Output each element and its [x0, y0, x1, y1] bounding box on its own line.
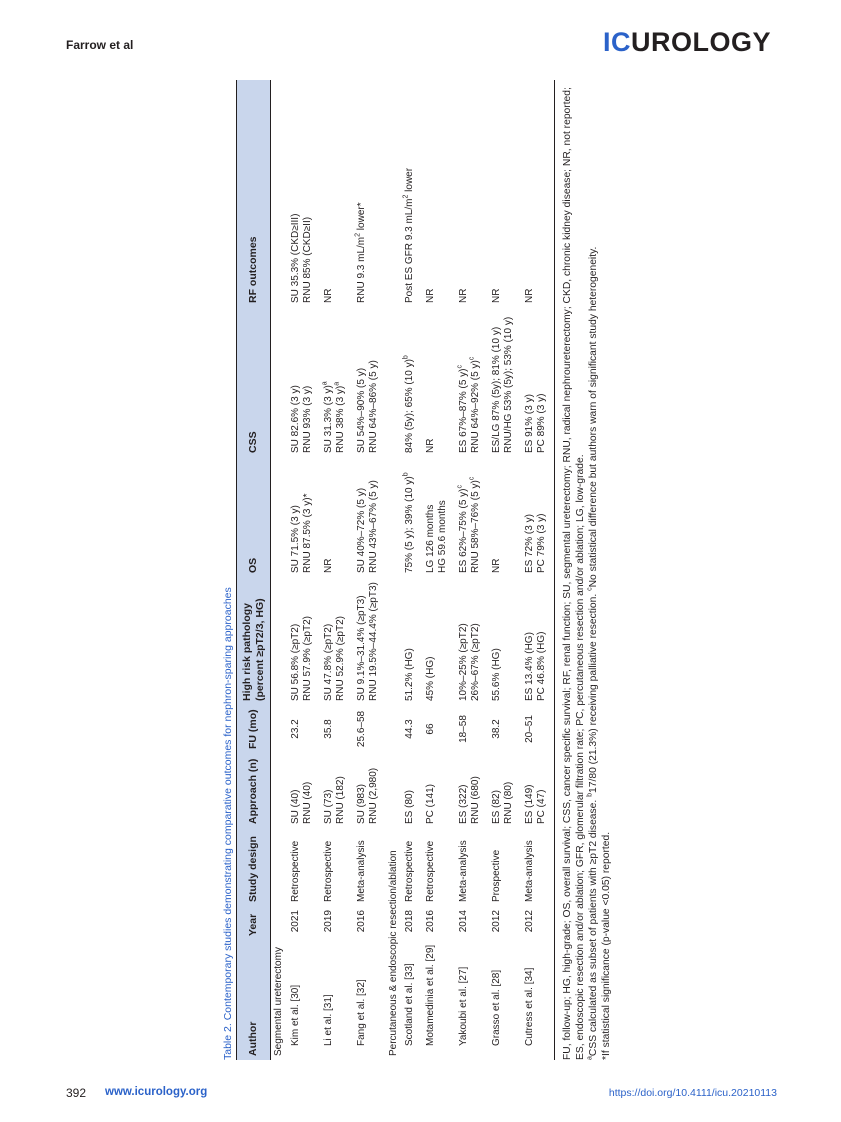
- cell-design: Prospective: [490, 849, 502, 902]
- cell-author: Cutress et al. [34]: [521, 940, 555, 1060]
- footnote-significance: *If statistical significance (p-value <0.05) reported.: [601, 831, 613, 1060]
- cell-approach-line: ES (149): [523, 784, 535, 824]
- cell-css-line: PC 89% (3 y): [536, 393, 548, 453]
- cell-css-line: RNU 93% (3 y): [302, 385, 314, 453]
- cell-os-line: SU 40%–72% (5 y): [355, 487, 367, 573]
- cell-high-risk-line: 26%–67% (≥pT2): [470, 623, 482, 701]
- cell-css-line: SU 82.6% (3 y): [289, 385, 301, 453]
- col-high-risk: [237, 577, 271, 705]
- footnote-c: No statistical difference but authors warn of significant study heterogeneity.: [588, 246, 600, 588]
- table-row: [488, 80, 521, 1060]
- cell-approach-line: RNU (182): [335, 776, 347, 824]
- cell-os-line: HG 59.6 months: [437, 500, 449, 573]
- cell-rf-line: RNU 85% (CKD≥II): [302, 216, 314, 303]
- cell-rf: [287, 80, 320, 307]
- cell-approach-line: RNU (40): [302, 781, 314, 824]
- cell-css-line: 84% (5y); 65% (10 y)$^b$: [402, 355, 416, 453]
- cell-design: Meta-analysis: [521, 828, 555, 906]
- cell-design: Meta-analysis: [457, 840, 469, 902]
- table-row: [455, 80, 488, 1060]
- cell-rf: [320, 80, 353, 307]
- header-row: [237, 80, 271, 1060]
- footnote-a: CSS calculated as subset of patients with ≥pT2 disease.: [588, 796, 600, 1057]
- cell-rf: [521, 80, 555, 307]
- cell-author: Motamedinia et al. [29]: [424, 944, 436, 1046]
- cell-high-risk-line: SU 9.1%–31.4% (≥pT3): [355, 595, 367, 701]
- cell-css: [320, 307, 353, 457]
- cell-css-line: SU 54%–90% (5 y): [355, 367, 367, 453]
- section-row: [271, 80, 287, 1060]
- cell-fu: 20–51: [521, 705, 555, 753]
- cell-fu: 66: [424, 723, 436, 735]
- cell-os-line: NR: [490, 558, 502, 573]
- cell-os-line: SU 71.5% (3 y): [289, 505, 301, 573]
- col-css: CSS: [237, 307, 271, 457]
- cell-author: Yakoubi et al. [27]: [457, 966, 469, 1046]
- cell-year: 2018: [404, 910, 416, 933]
- cell-design: Retrospective: [404, 840, 416, 902]
- cell-approach-line: ES (322): [457, 784, 469, 824]
- cell-os-line: RNU 58%–76% (5 y)$^c$: [468, 476, 482, 573]
- cell-author: Li et al. [31]: [322, 994, 334, 1046]
- cell-rf-line: NR: [523, 288, 535, 303]
- cell-high-risk: [353, 577, 386, 705]
- cell-approach: [353, 753, 386, 828]
- col-fu: FU (mo): [237, 705, 271, 753]
- cell-high-risk-line: RNU 57.9% (≥pT2): [302, 616, 314, 701]
- cell-design: Retrospective: [322, 840, 334, 902]
- cell-rf-line: NR: [322, 288, 334, 303]
- cell-os-line: PC 79% (3 y): [536, 513, 548, 573]
- cell-os-line: ES 62%–75% (5 y)$^c$: [456, 485, 469, 573]
- cell-rf: [353, 80, 386, 307]
- running-head: Farrow et al: [66, 38, 134, 52]
- cell-approach-line: RNU (2,980): [368, 767, 380, 824]
- cell-os-line: ES 72% (3 y): [523, 514, 535, 573]
- cell-rf: [488, 80, 521, 307]
- outcomes-table: [236, 80, 555, 1060]
- table-row: [287, 80, 320, 1060]
- col-approach: Approach (n): [237, 753, 271, 828]
- cell-css: [287, 307, 320, 457]
- cell-high-risk: [401, 577, 422, 705]
- cell-rf-line: RNU 9.3 $mL/m^2$ lower*: [354, 202, 367, 303]
- cell-year: 2012: [490, 910, 502, 933]
- cell-css-line: ES 67%–87% (5 y)$^c$: [456, 365, 469, 453]
- cell-css: [488, 307, 521, 457]
- col-author: Author: [237, 940, 271, 1060]
- cell-approach: [422, 753, 455, 828]
- footnote-b: 17/80 (21.3%) receiving palliative resection.: [588, 590, 600, 793]
- doi-link[interactable]: https://doi.org/10.4111/icu.20210113: [608, 1087, 777, 1099]
- table-row: [320, 80, 353, 1060]
- cell-css-line: SU 31.3% (3 y)$^a$: [321, 381, 334, 453]
- cell-os: [401, 457, 422, 577]
- cell-high-risk-line: 10%–25% (≥pT2): [457, 623, 469, 701]
- table-caption: Table 2. Contemporary studies demonstrating comparative outcomes for nephron-sparing approaches: [222, 587, 234, 1060]
- footnote-abbreviations: FU, follow-up; HG, high-grade; OS, overall survival; CSS, cancer specific survival; RF, renal function; SU, segmental ureterectomy; RNU, radical nephroureterectomy; CKD, chronic kidney disease; NR, not reported; ES, endoscopic resection and/or ablation; GFR, glomerular filtration rate; PC, percutaneous resection and/or ablation; LG, low-grade.: [561, 87, 586, 1060]
- cell-high-risk-line: 45% (HG): [424, 656, 436, 701]
- cell-approach-line: SU (983): [355, 783, 367, 824]
- cell-css: [401, 307, 422, 457]
- cell-author: Fang et al. [32]: [355, 979, 367, 1046]
- cell-year: 2012: [521, 906, 555, 940]
- cell-os-line: RNU 43%–67% (5 y): [368, 480, 380, 573]
- cell-approach-line: PC (47): [536, 789, 548, 824]
- cell-high-risk: [422, 577, 455, 705]
- cell-rf-line: NR: [424, 288, 436, 303]
- cell-approach: [521, 753, 555, 828]
- cell-css-line: RNU 64%–86% (5 y): [368, 360, 380, 453]
- cell-css: [455, 307, 488, 457]
- cell-os-line: LG 126 months: [424, 504, 436, 573]
- col-rf: RF outcomes: [237, 80, 271, 307]
- cell-approach: [488, 753, 521, 828]
- cell-high-risk-line: 55.6% (HG): [490, 648, 502, 701]
- logo-urology: UROLOGY: [630, 27, 771, 57]
- cell-css: [353, 307, 386, 457]
- page-number: 392: [66, 1086, 87, 1100]
- cell-high-risk: [521, 577, 555, 705]
- cell-approach: [287, 753, 320, 828]
- cell-high-risk-line: RNU 19.5%–44.4% (≥pT3): [368, 582, 380, 701]
- table-body: [271, 80, 555, 1060]
- cell-year: 2016: [355, 910, 367, 933]
- cell-approach-line: RNU (680): [470, 776, 482, 824]
- cell-high-risk-line: 51.2% (HG): [404, 648, 416, 701]
- cell-css: [422, 307, 455, 457]
- cell-author: Grasso et al. [28]: [490, 969, 502, 1046]
- col-design: Study design: [237, 828, 271, 906]
- cell-os: [455, 457, 488, 577]
- cell-fu: 35.8: [322, 719, 334, 739]
- table-row: [401, 80, 422, 1060]
- table-row: [353, 80, 386, 1060]
- footnote-superscripts: $^a$CSS calculated as subset of patients with ≥pT2 disease. $^b$17/80 (21.3%) receiving palliative resection. $^c$No statistical difference but authors warn of significant study heterogeneity.: [586, 246, 600, 1060]
- cell-os: [488, 457, 521, 577]
- cell-css-line: ES 91% (3 y): [523, 394, 535, 453]
- cell-rf: [422, 80, 455, 307]
- table-row: [521, 80, 555, 1060]
- cell-approach-line: ES (80): [404, 790, 416, 824]
- cell-rf-line: NR: [457, 288, 469, 303]
- cell-fu: 44.3: [404, 719, 416, 739]
- cell-os-line: NR: [322, 558, 334, 573]
- cell-high-risk: [320, 577, 353, 705]
- cell-approach-line: ES (82): [490, 790, 502, 824]
- cell-rf-line: SU 35.3% (CKD≥III): [289, 213, 301, 303]
- cell-high-risk: [287, 577, 320, 705]
- journal-logo: [603, 27, 771, 58]
- cell-rf-line: NR: [490, 288, 502, 303]
- cell-css-line: RNU 38% (3 y)$^a$: [333, 381, 347, 453]
- cell-rf: [401, 80, 422, 307]
- table-row: [422, 80, 455, 1060]
- cell-approach: [401, 753, 422, 828]
- cell-approach-line: SU (73): [322, 789, 334, 824]
- cell-approach-line: RNU (80): [503, 781, 515, 824]
- cell-design: Meta-analysis: [355, 840, 367, 902]
- section-label: Percutaneous & endoscopic resection/ablation: [387, 850, 399, 1056]
- cell-os-line: RNU 87.5% (3 y)*: [302, 493, 314, 573]
- cell-os: [353, 457, 386, 577]
- cell-approach: [320, 753, 353, 828]
- cell-os-line: 75% (5 y); 39% (10 y)$^b$: [402, 472, 416, 573]
- cell-high-risk: [455, 577, 488, 705]
- cell-year: 2019: [322, 910, 334, 933]
- cell-high-risk-line: SU 56.8% (≥pT2): [289, 623, 301, 701]
- cell-os: [521, 457, 555, 577]
- cell-fu: 18–58: [457, 715, 469, 743]
- cell-approach: [455, 753, 488, 828]
- cell-rf: [455, 80, 488, 307]
- cell-year: 2016: [424, 910, 436, 933]
- cell-css: [521, 307, 555, 457]
- cell-design: Retrospective: [289, 840, 301, 902]
- cell-design: Retrospective: [424, 840, 436, 902]
- cell-author: Kim et al. [30]: [289, 984, 301, 1046]
- col-os: OS: [237, 457, 271, 577]
- cell-approach-line: PC (141): [424, 783, 436, 824]
- table-footnotes: [561, 80, 614, 1060]
- rotated-table-block: [220, 80, 620, 1060]
- cell-high-risk: [488, 577, 521, 705]
- col-year: Year: [237, 906, 271, 940]
- cell-os: [287, 457, 320, 577]
- site-link[interactable]: www.icurology.org: [105, 1086, 208, 1098]
- cell-high-risk-line: PC 46.8% (HG): [536, 631, 548, 701]
- cell-css-line: RNU/HG 53% (5y); 53% (10 y): [503, 316, 515, 453]
- col-high-risk-line1: High risk pathology: [241, 602, 253, 701]
- col-high-risk-line2: (percent ≥pT2/3, HG): [253, 598, 266, 701]
- cell-fu: 25.6–58: [355, 710, 367, 748]
- cell-approach-line: SU (40): [289, 789, 301, 824]
- cell-os: [422, 457, 455, 577]
- logo-ic: IC: [602, 27, 631, 57]
- cell-high-risk-line: ES 13.4% (HG): [523, 632, 535, 701]
- section-label: Segmental ureterectomy: [273, 947, 285, 1056]
- cell-css-line: RNU 64%–92% (5 y)$^c$: [468, 356, 482, 453]
- cell-high-risk-line: RNU 52.9% (≥pT2): [335, 616, 347, 701]
- cell-fu: 23.2: [289, 719, 301, 739]
- cell-year: 2014: [457, 910, 469, 933]
- cell-css-line: ES/LG 87% (5y); 81% (10 y): [490, 326, 502, 453]
- cell-high-risk-line: SU 47.8% (≥pT2): [322, 623, 334, 701]
- section-row: [386, 80, 402, 1060]
- cell-os: [320, 457, 353, 577]
- cell-year: 2021: [289, 910, 301, 933]
- cell-rf-line: Post ES GFR 9.3 $mL/m^2$ lower: [402, 167, 416, 303]
- cell-author: Scotland et al. [33]: [404, 963, 416, 1046]
- cell-fu: 38.2: [490, 719, 502, 739]
- cell-css-line: NR: [424, 438, 436, 453]
